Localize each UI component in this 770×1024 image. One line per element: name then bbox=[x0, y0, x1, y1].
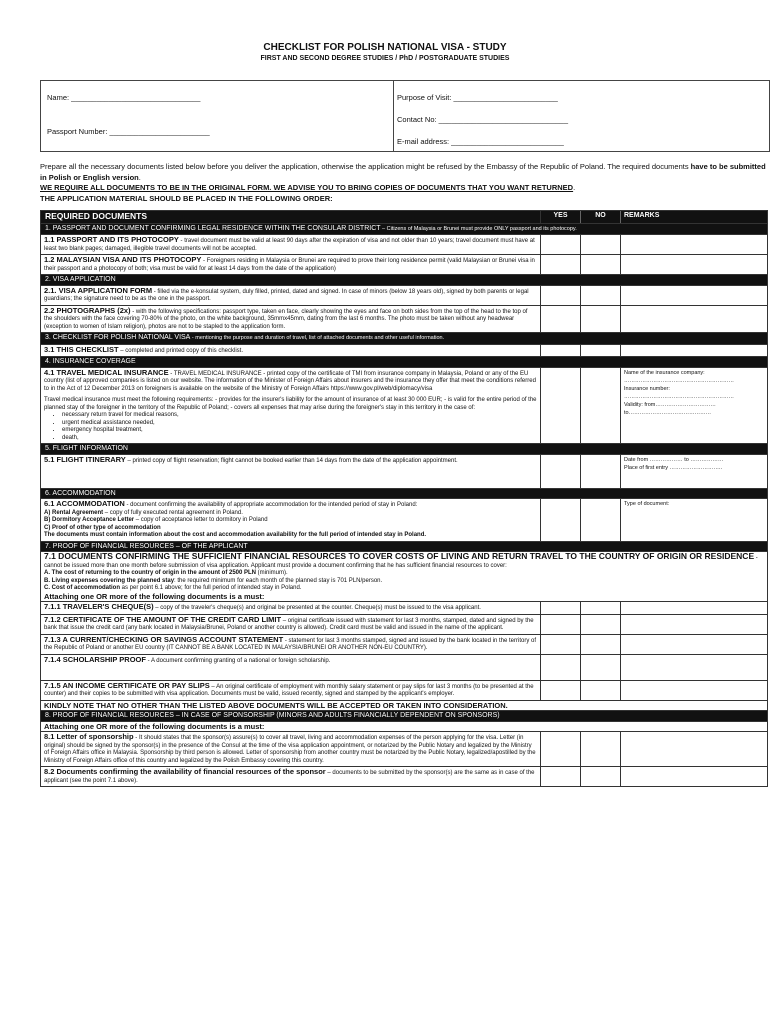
item-8-2: 8.2 Documents confirming the availability of financial resources of the sponsor – documents to be submitted by the sponsor(s) are the same as in case of the applicant (see the point 7.1 above). bbox=[40, 767, 768, 787]
item-1-2: 1.2 MALAYSIAN VISA AND ITS PHOTOCOPY - Foreigners residing in Malaysia or Brunei are required to prove their long residence permit (valid Malaysian or Brunei visa in their passport and a photocopy of both; visa must be valid for at least 14 days from the date of the application) bbox=[40, 255, 768, 275]
item-2-2: 2.2 PHOTOGRAPHS (2x) - with the following specifications: passport type, taken en face, clearly showing the eyes and face on both sides from the top of the head to the top of the shoulders with the face covering 70-80% of the photo, on the white background, 35mmx45mm, dating from the last 6 months. The photo must be taken without any headwear (exception to women of Islam religion), photos are not to be stapled to the application form. bbox=[40, 306, 768, 334]
yes-checkbox[interactable] bbox=[541, 499, 581, 541]
yes-checkbox[interactable] bbox=[541, 255, 581, 274]
yes-checkbox[interactable] bbox=[541, 681, 581, 700]
item-7-1-3: 7.1.3 A CURRENT/CHECKING OR SAVINGS ACCOUNT STATEMENT - statement for last 3 months stamped, signed and issued by the bank located in the territory of the Republic of Poland or another EU country (IT CANNOT BE A BANK LOCATED IN MALAYSIA/BRUNEI OR ANOTHER NON-EU COUNTRY). bbox=[40, 635, 768, 655]
header-no: NO bbox=[581, 211, 621, 223]
no-checkbox[interactable] bbox=[581, 615, 621, 634]
no-checkbox[interactable] bbox=[581, 732, 621, 766]
intro-p1: Prepare all the necessary documents listed below before you deliver the application, otherwise the application might be refused by the Embassy of the Republic of Poland. The required documents bbox=[40, 162, 691, 171]
section-7: 7. PROOF OF FINANCIAL RESOURCES – OF THE APPLICANT bbox=[40, 542, 768, 553]
validity-to-field[interactable]: to……………………………………… bbox=[624, 409, 712, 416]
header-yes: YES bbox=[541, 211, 581, 223]
section-6: 6. ACCOMMODATION bbox=[40, 489, 768, 500]
intro-p1-end: . bbox=[138, 172, 141, 182]
document-type-field[interactable]: Type of document: bbox=[624, 501, 670, 507]
no-checkbox[interactable] bbox=[581, 455, 621, 488]
intro-p3: THE APPLICATION MATERIAL SHOULD BE PLACED IN THE FOLLOWING ORDER: bbox=[40, 193, 333, 203]
no-checkbox[interactable] bbox=[581, 255, 621, 274]
insurance-requirements: Travel medical insurance must meet the following requirements: - provides for the insurer's liability for the amount of insurance of at least 30 000 EUR; - is valid for the entire period of the planned stay of the foreigner in the territory of the Republic of Poland; - covers all expenses that may arise during the foreigner's stay in this territory in the case of: bbox=[44, 397, 537, 411]
section-3: 3. CHECKLIST FOR POLISH NATIONAL VISA - mentioning the purpose and duration of travel, list of attached documents and other useful information. bbox=[40, 333, 768, 345]
no-checkbox[interactable] bbox=[581, 681, 621, 700]
intro-p2: WE REQUIRE ALL DOCUMENTS TO BE IN THE ORIGINAL FORM. WE ADVISE YOU TO BRING COPIES OF DOCUMENTS THAT YOU WANT RETURNED bbox=[40, 183, 574, 192]
item-7-1-2: 7.1.2 CERTIFICATE OF THE AMOUNT OF THE CREDIT CARD LIMIT – original certificate issued with statement for last 3 months, stamped, dated and signed by the bank that issue the credit card (any bank located in Malaysia/Brunei, Poland or another country is allowed). Credit card must be valid and issued in the name of the applicant. bbox=[40, 615, 768, 635]
no-checkbox[interactable] bbox=[581, 767, 621, 786]
item-7-1: 7.1 DOCUMENTS CONFIRMING THE SUFFICIENT FINANCIAL RESOURCES TO COVER COSTS OF LIVING AND RETURN TRAVEL TO THE COUNTRY OF ORIGIN OR RESIDENCE - cannot be issued more than one month before submission of visa application. Applicant must provide a document confirming that he has sufficient financial resources to cover: A. The cost of returning to the country of origin in the amount of 2500 PLN (minimum). B. Living expenses covering the planned stay: the required minimum for each month of the planned stay is 701 PLN/person. C. Cost of accommodation as per point 6.1 above; for the full period of intended stay in Poland. Attaching one OR more of the following documents is a must: bbox=[40, 552, 768, 602]
item-6-1: 6.1 ACCOMMODATION - document confirming the availability of appropriate accommodation for the intended period of stay in Poland: A) Rental Agreement – copy of fully executed rental agreement in Poland. B) Dormitory Acceptance Letter – copy of acceptance letter to dormitory in Poland C) Proof of other type of accommodation The documents must contain information about the cost and accommodation availability for the full period of intended stay in Poland. Type of document: bbox=[40, 499, 768, 542]
yes-checkbox[interactable] bbox=[541, 615, 581, 634]
first-entry-field[interactable]: Place of first entry ……………………….. bbox=[624, 464, 723, 471]
no-checkbox[interactable] bbox=[581, 345, 621, 357]
flight-date-field[interactable]: Date from ……………… to ……………… bbox=[624, 456, 724, 463]
no-checkbox[interactable] bbox=[581, 368, 621, 444]
item-3-1: 3.1 THIS CHECKLIST – completed and printed copy of this checklist. bbox=[40, 345, 768, 358]
yes-checkbox[interactable] bbox=[541, 655, 581, 680]
passport-field[interactable]: Passport Number: ________________________ bbox=[47, 127, 210, 136]
section-5: 5. FLIGHT INFORMATION bbox=[40, 444, 768, 455]
yes-checkbox[interactable] bbox=[541, 767, 581, 786]
section-8: 8. PROOF OF FINANCIAL RESOURCES – IN CASE OF SPONSORSHIP (MINORS AND ADULTS FINANCIALLY DEPENDENT ON SPONSORS) bbox=[40, 711, 768, 722]
section-2: 2. VISA APPLICATION bbox=[40, 275, 768, 286]
item-7-1-1: 7.1.1 TRAVELER'S CHEQUE(S) – copy of the traveler's cheque(s) and original be presented at the counter. Cheque(s) must be issued to the visa applicant. bbox=[40, 602, 768, 615]
email-field[interactable]: E-mail address: ___________________________ bbox=[397, 137, 564, 146]
yes-checkbox[interactable] bbox=[541, 235, 581, 254]
insurance-cases: • necessary return travel for medical reasons, • urgent medical assistance needed, • emergency hospital treatment, • death, bbox=[44, 412, 537, 442]
contact-field[interactable]: Contact No: _______________________________ bbox=[397, 115, 568, 124]
table-header bbox=[40, 210, 768, 224]
item-5-1: 5.1 FLIGHT ITINERARY – printed copy of flight reservation; flight cannot be booked earlier than 14 days from the date of the application appointment. Date from ……………… to ……………… Place of first entry ……………………….. bbox=[40, 455, 768, 489]
header-required: REQUIRED DOCUMENTS bbox=[41, 211, 541, 223]
no-checkbox[interactable] bbox=[581, 306, 621, 333]
page-title: CHECKLIST FOR POLISH NATIONAL VISA - STUDY bbox=[263, 42, 507, 53]
yes-checkbox[interactable] bbox=[541, 455, 581, 488]
item-1-1: 1.1 PASSPORT AND ITS PHOTOCOPY - travel document must be valid at least 90 days after the expiration of visa and not older than 10 years; travel document must have at least two blank pages; damaged, illegible travel documents will not be accepted. bbox=[40, 235, 768, 255]
no-checkbox[interactable] bbox=[581, 602, 621, 614]
info-divider bbox=[393, 81, 394, 151]
attach-note: Attaching one OR more of the following documents is a must: bbox=[40, 722, 768, 733]
kindly-note: KINDLY NOTE THAT NO OTHER THAN THE LISTED ABOVE DOCUMENTS WILL BE ACCEPTED OR TAKEN INTO CONSIDERATION. bbox=[40, 701, 768, 712]
intro-p1-bold: have to be submitted in Polish or English version bbox=[40, 162, 766, 182]
item-7-1-5: 7.1.5 AN INCOME CERTIFICATE OR PAY SLIPS – An original certificate of employment with monthly salary statement or pay slips for last 3 months (to be presented at the counter) and their copies to be submitted with visa application. Documents must be valid, issued recently, signed and stamped by the applicant's employer. bbox=[40, 681, 768, 701]
name-field[interactable]: Name: _______________________________ bbox=[47, 93, 201, 102]
insurance-number-field[interactable]: …………………………………………………… bbox=[624, 393, 734, 400]
insurance-company-field[interactable]: …………………………………………………… bbox=[624, 377, 734, 384]
page-subtitle: FIRST AND SECOND DEGREE STUDIES / PhD / POSTGRADUATE STUDIES bbox=[260, 55, 510, 62]
no-checkbox[interactable] bbox=[581, 235, 621, 254]
item-4-1: 4.1 TRAVEL MEDICAL INSURANCE - TRAVEL MEDICAL INSURANCE - printed copy of the certificate of TMI from insurance company in Malaysia, Poland or any of the EU country (list of approved companies is listed on our website. The information of the Minister of Foreign Affairs about insurers and the insurance they offer that meet the conditions referred to in the Act of 12 December 2013 on foreigners is available on the website of the Ministry of Foreign Affairs https://www.gov.pl/web/diplomacy/visa Travel medical insurance must meet the following requirements: - provides for the insurer's liability for the amount of insurance of at least 30 000 EUR; - is valid for the entire period of the planned stay of the foreigner in the territory of the Republic of Poland; - covers all expenses that may arise during the foreigner's stay in this territory in the case of: • necessary return travel for medical reasons, • urgent medical assistance needed, • emergency hospital treatment, • death, Name of the insurance company: …………………………………………………… Insurance number: …………………………………………………… Validity: from…………………………… to……………………………………… bbox=[40, 368, 768, 445]
no-checkbox[interactable] bbox=[581, 499, 621, 541]
item-8-1: 8.1 Letter of sponsorship - It should states that the sponsor(s) assure(s) to cover all travel, living and accommodation expenses of the person applying for the visa. Letter (in original) should be signed by the sponsor(s) in the presence of the Consul at the time of the visa application appointment, or notarized by the Public Notary and legalized by the Ministry of Foreign Affairs office in Malaysia. Sponsorship by third person is allowed. Letter of sponsorship from another country must be notarized by the Public Notary, legalized/apostilled by the Ministry of Foreign Affairs office of this country and legalized by the Polish Embassy covering this country. bbox=[40, 732, 768, 767]
yes-checkbox[interactable] bbox=[541, 286, 581, 305]
header-remarks: REMARKS bbox=[624, 212, 660, 219]
item-7-1-4: 7.1.4 SCHOLARSHIP PROOF - A document confirming granting of a national or foreign scholarship. bbox=[40, 655, 768, 681]
yes-checkbox[interactable] bbox=[541, 602, 581, 614]
item-2-1: 2.1. VISA APPLICATION FORM - filled via the e-konsulat system, duly filled, printed, dated and signed. In case of minors (below 18 years old), signed by both parents or legal guardians; the signature need to be as the one in the passport. bbox=[40, 286, 768, 306]
intro-p2-end: . bbox=[573, 183, 576, 192]
intro-text bbox=[40, 162, 768, 204]
yes-checkbox[interactable] bbox=[541, 345, 581, 357]
yes-checkbox[interactable] bbox=[541, 732, 581, 766]
yes-checkbox[interactable] bbox=[541, 306, 581, 333]
yes-checkbox[interactable] bbox=[541, 635, 581, 654]
section-1: 1. PASSPORT AND DOCUMENT CONFIRMING LEGAL RESIDENCE WITHIN THE CONSULAR DISTRICT – Citizens of Malaysia or Brunei must provide ONLY passport and its photocopy. bbox=[40, 224, 768, 236]
yes-checkbox[interactable] bbox=[541, 368, 581, 444]
section-4: 4. INSURANCE COVERAGE bbox=[40, 357, 768, 368]
no-checkbox[interactable] bbox=[581, 635, 621, 654]
no-checkbox[interactable] bbox=[581, 286, 621, 305]
applicant-info-box bbox=[40, 80, 770, 152]
documents-table bbox=[40, 210, 768, 787]
purpose-field[interactable]: Purpose of Visit: _________________________ bbox=[397, 93, 558, 102]
no-checkbox[interactable] bbox=[581, 655, 621, 680]
validity-from-field[interactable]: Validity: from…………………………… bbox=[624, 401, 716, 408]
